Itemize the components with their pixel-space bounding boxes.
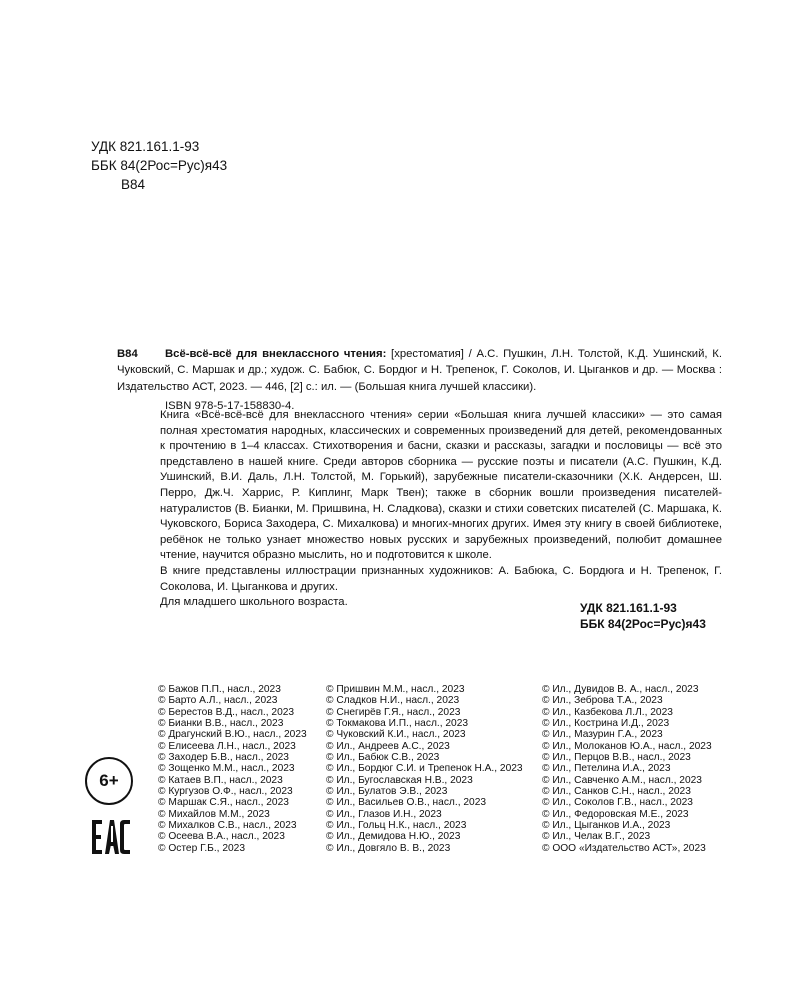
age-rating-badge: 6+	[85, 757, 133, 805]
author-mark: В84	[121, 177, 146, 192]
annotation	[160, 408, 722, 611]
copyright-line: © Михайлов М.М., 2023	[158, 808, 270, 820]
copyright-line: © Елисеева Л.Н., насл., 2023	[158, 740, 296, 752]
copyright-line: © Ил., Федоровская М.Е., 2023	[542, 808, 689, 820]
book-title: Всё-всё-всё для внеклассного чтения:	[165, 348, 387, 360]
copyright-line: © Кургузов О.Ф., насл., 2023	[158, 786, 293, 798]
copyright-line: © Ил., Перцов В.В., насл., 2023	[542, 752, 691, 764]
bbk-code-bold: ББК 84(2Рос=Рус)я43	[580, 616, 706, 631]
copyright-line: © Зощенко М.М., насл., 2023	[158, 763, 295, 775]
copyright-line: © Михалков С.В., насл., 2023	[158, 820, 297, 832]
copyright-line: © Токмакова И.П., насл., 2023	[326, 718, 469, 730]
copyright-line: © Ил., Бугославская Н.В., 2023	[326, 774, 473, 786]
bbk-code: ББК 84(2Рос=Рус)я43	[91, 158, 228, 173]
copyright-line: © Остер Г.Б., 2023	[158, 842, 246, 854]
annotation-paragraph-1: Книга «Всё-всё-всё для внеклассного чтения» серии «Большая книга лучшей классики» — это самая полная хрестоматия народных, классических и современных произведений для детей, рекомендованных к прочтению в 1–4 классах. Стихотворения и басни, сказки и рассказы, загадки и пословицы — всё это представлено в нашей книге. Среди авторов сборника — русские поэты и писатели (А.С. Пушкин, К.Д. Ушинский, В.И. Даль, Л.Н. Толстой, М. Горький), зарубежные писатели-сказочники (Х.К. Андерсен, Ш. Перро, Дж.Ч. Харрис, Р. Киплинг, Марк Твен); также в сборник вошли произведения писателей-натуралистов (В. Бианки, М. Пришвина, Н. Сладкова), сказки и стихи советских писателей (С. Маршака, К. Чуковского, Бориса Заходера, С. Михалкова) и многих-многих других. Имея эту книгу в своей библиотеке, ребёнок не только узнает множество новых русских и зарубежных произведений, полюбит домашнее чтение, научится образно мыслить, но и подготовится к школе.	[160, 409, 722, 562]
copyright-line: © Сладков Н.И., насл., 2023	[326, 695, 460, 707]
copyright-line: © Ил., Демидова Н.Ю., 2023	[326, 831, 461, 843]
copyright-line: © Бианки В.В., насл., 2023	[158, 718, 284, 730]
copyright-column-3	[542, 684, 712, 854]
bibliographic-entry	[117, 346, 722, 415]
copyright-line: © Ил., Довгяло В. В., 2023	[326, 842, 451, 854]
copyright-line: © ООО «Издательство АСТ», 2023	[542, 842, 706, 854]
copyright-line: © Ил., Бордюг С.И. и Трепенок Н.А., 2023	[326, 763, 523, 775]
copyright-column-2	[326, 684, 523, 854]
eac-mark-icon	[92, 820, 130, 859]
copyright-line: © Ил., Гольц Н.К., насл., 2023	[326, 820, 467, 832]
udk-code: УДК 821.161.1-93	[91, 139, 200, 154]
annotation-paragraph-3: Для младшего школьного возраста.	[160, 596, 348, 609]
copyright-line: © Ил., Казбекова Л.Л., 2023	[542, 706, 673, 718]
copyright-line: © Чуковский К.И., насл., 2023	[326, 729, 466, 741]
copyright-line: © Бажов П.П., насл., 2023	[158, 684, 281, 695]
copyright-line: © Снегирёв Г.Я., насл., 2023	[326, 706, 461, 718]
copyright-line: © Ил., Кострина И.Д., 2023	[542, 718, 670, 730]
copyright-line: © Ил., Соколов Г.В., насл., 2023	[542, 797, 693, 809]
copyright-line: © Пришвин М.М., насл., 2023	[326, 684, 465, 695]
copyright-line: © Ил., Зеброва Т.А., 2023	[542, 695, 663, 707]
copyright-line: © Ил., Булатов Э.В., 2023	[326, 786, 448, 798]
copyright-line: © Заходер Б.В., насл., 2023	[158, 752, 289, 764]
copyright-line: © Берестов В.Д., насл., 2023	[158, 706, 295, 718]
entry-body: [хрестоматия] / А.С. Пушкин, Л.Н. Толстой, К.Д. Ушинский, К. Чуковский, С. Маршак и др.; худож. С. Бабюк, С. Бордюг и Н. Трепенок, Г. Соколов, И. Цыганков и др. — Москва : Издательство АСТ, 2023. — 446, [2] с.: ил. — (Большая книга лучшей классики).	[117, 348, 722, 393]
udk-code-bold: УДК 821.161.1-93	[580, 601, 677, 615]
copyright-column-1	[158, 684, 307, 854]
copyright-line: © Маршак С.Я., насл., 2023	[158, 797, 289, 809]
copyright-line: © Ил., Дувидов В. А., насл., 2023	[542, 684, 699, 695]
copyright-line: © Ил., Васильев О.В., насл., 2023	[326, 797, 487, 809]
copyright-line: © Ил., Цыганков И.А., 2023	[542, 820, 671, 832]
copyright-line: © Барто А.Л., насл., 2023	[158, 695, 278, 707]
copyright-line: © Ил., Глазов И.Н., 2023	[326, 808, 442, 820]
copyright-line: © Ил., Молоканов Ю.А., насл., 2023	[542, 740, 712, 752]
copyright-line: © Ил., Андреев А.С., 2023	[326, 740, 450, 752]
copyright-line: © Драгунский В.Ю., насл., 2023	[158, 729, 307, 741]
isbn: ISBN 978-5-17-158830-4.	[165, 400, 295, 413]
copyright-line: © Осеева В.А., насл., 2023	[158, 831, 285, 843]
copyright-line: © Ил., Мазурин Г.А., 2023	[542, 729, 663, 741]
copyright-line: © Ил., Петелина И.А., 2023	[542, 763, 671, 775]
copyright-line: © Ил., Бабюк С.В., 2023	[326, 752, 440, 764]
copyright-line: © Ил., Савченко А.М., насл., 2023	[542, 774, 702, 786]
copyright-line: © Ил., Санков С.Н., насл., 2023	[542, 786, 691, 798]
entry-code: В84	[117, 348, 138, 360]
annotation-paragraph-2: В книге представлены иллюстрации признанных художников: А. Бабюка, С. Бордюга и Н. Трепенок, Г. Соколова, И. Цыганкова и других.	[160, 564, 722, 593]
codes-block	[580, 601, 706, 632]
copyright-line: © Катаев В.П., насл., 2023	[158, 774, 283, 786]
copyright-line: © Ил., Челак В.Г., 2023	[542, 831, 651, 843]
